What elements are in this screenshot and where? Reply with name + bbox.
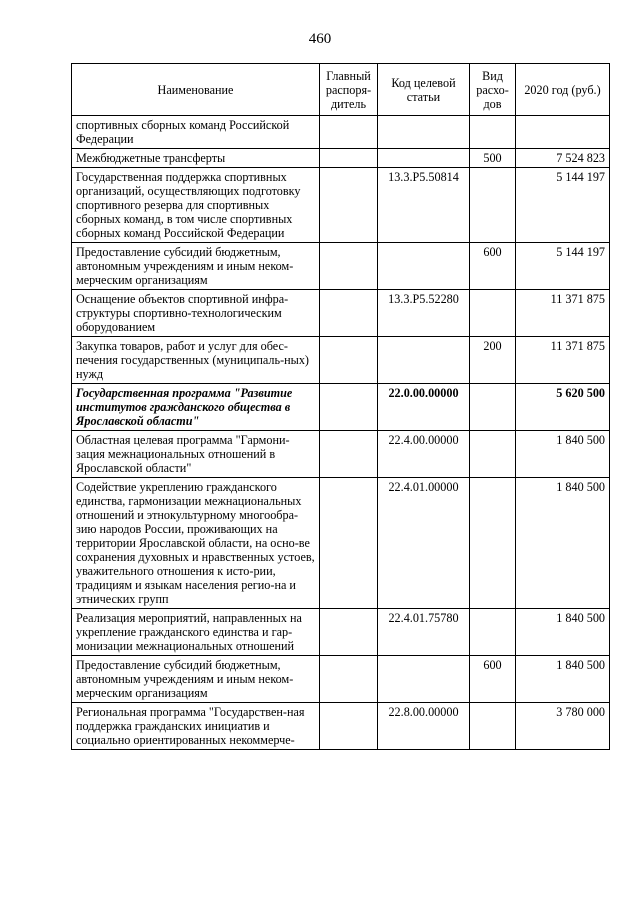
table-row <box>72 168 610 243</box>
cell-amount: 5 620 500 <box>516 384 610 431</box>
cell-name: Предоставление субсидий бюджетным, автономным учреждениям и иным неком-мерческим организациям <box>72 656 320 703</box>
cell-name: Содействие укреплению гражданского единства, гармонизации межнациональных отношений и этнокультурному многообра-зию народов России, проживающих на территории Ярославской области, на осно-ве сохранения духовных и нравственных устоев, уважительного отношения к исто-рии, традициям и языкам населения регио-на и этнических групп <box>72 478 320 609</box>
cell-amount: 5 144 197 <box>516 168 610 243</box>
cell-type: 200 <box>470 337 516 384</box>
cell-type <box>470 168 516 243</box>
cell-type <box>470 290 516 337</box>
cell-amount: 1 840 500 <box>516 431 610 478</box>
cell-name: Государственная поддержка спортивных организаций, осуществляющих подготовку спортивного резерва для спортивных сборных команд, в том числе спортивных сборных команд Российской Федерации <box>72 168 320 243</box>
table-row <box>72 609 610 656</box>
cell-amount: 1 840 500 <box>516 478 610 609</box>
cell-manager <box>320 609 378 656</box>
cell-type <box>470 703 516 750</box>
header-name: Наименование <box>72 64 320 116</box>
table-row <box>72 384 610 431</box>
cell-manager <box>320 337 378 384</box>
cell-amount: 5 144 197 <box>516 243 610 290</box>
cell-name: Государственная программа "Развитие институтов гражданского общества в Ярославской области" <box>72 384 320 431</box>
cell-name: спортивных сборных команд Российской Федерации <box>72 116 320 149</box>
cell-code: 22.4.01.75780 <box>378 609 470 656</box>
cell-type <box>470 609 516 656</box>
cell-code: 22.0.00.00000 <box>378 384 470 431</box>
table-row <box>72 116 610 149</box>
cell-amount: 1 840 500 <box>516 656 610 703</box>
cell-manager <box>320 656 378 703</box>
table-row <box>72 656 610 703</box>
cell-type <box>470 116 516 149</box>
cell-amount <box>516 116 610 149</box>
cell-manager <box>320 149 378 168</box>
cell-name: Реализация мероприятий, направленных на укрепление гражданского единства и гар-монизации межнациональных отношений <box>72 609 320 656</box>
cell-manager <box>320 431 378 478</box>
cell-manager <box>320 116 378 149</box>
cell-type: 600 <box>470 656 516 703</box>
cell-amount: 3 780 000 <box>516 703 610 750</box>
cell-type: 500 <box>470 149 516 168</box>
header-amount: 2020 год (руб.) <box>516 64 610 116</box>
cell-code: 22.4.00.00000 <box>378 431 470 478</box>
cell-code: 22.8.00.00000 <box>378 703 470 750</box>
cell-type <box>470 478 516 609</box>
cell-name: Областная целевая программа "Гармони-зация межнациональных отношений в Ярославской области" <box>72 431 320 478</box>
cell-manager <box>320 290 378 337</box>
table-row <box>72 703 610 750</box>
cell-manager <box>320 384 378 431</box>
cell-code: 22.4.01.00000 <box>378 478 470 609</box>
table-row <box>72 478 610 609</box>
page-number: 460 <box>308 31 332 47</box>
cell-manager <box>320 703 378 750</box>
cell-name: Региональная программа "Государствен-ная поддержка гражданских инициатив и социально ориентированных некоммерче- <box>72 703 320 750</box>
cell-code <box>378 243 470 290</box>
cell-name: Межбюджетные трансферты <box>72 149 320 168</box>
cell-amount: 11 371 875 <box>516 290 610 337</box>
cell-name: Предоставление субсидий бюджетным, автономным учреждениям и иным неком-мерческим организациям <box>72 243 320 290</box>
cell-name: Закупка товаров, работ и услуг для обес-печения государственных (муниципаль-ных) нужд <box>72 337 320 384</box>
cell-manager <box>320 243 378 290</box>
cell-code: 13.3.P5.50814 <box>378 168 470 243</box>
cell-code: 13.3.P5.52280 <box>378 290 470 337</box>
header-manager: Главный распоря-дитель <box>320 64 378 116</box>
table-row <box>72 290 610 337</box>
table-row <box>72 149 610 168</box>
cell-code <box>378 656 470 703</box>
table-row <box>72 243 610 290</box>
cell-code <box>378 149 470 168</box>
cell-manager <box>320 478 378 609</box>
cell-amount: 1 840 500 <box>516 609 610 656</box>
cell-type: 600 <box>470 243 516 290</box>
cell-manager <box>320 168 378 243</box>
table-row <box>72 431 610 478</box>
cell-amount: 11 371 875 <box>516 337 610 384</box>
cell-code <box>378 116 470 149</box>
cell-type <box>470 384 516 431</box>
cell-type <box>470 431 516 478</box>
cell-amount: 7 524 823 <box>516 149 610 168</box>
header-type: Вид расхо-дов <box>470 64 516 116</box>
table-header-row <box>72 64 610 116</box>
header-code: Код целевой статьи <box>378 64 470 116</box>
cell-name: Оснащение объектов спортивной инфра-структуры спортивно-технологическим оборудованием <box>72 290 320 337</box>
cell-code <box>378 337 470 384</box>
budget-table <box>71 63 610 750</box>
table-row <box>72 337 610 384</box>
